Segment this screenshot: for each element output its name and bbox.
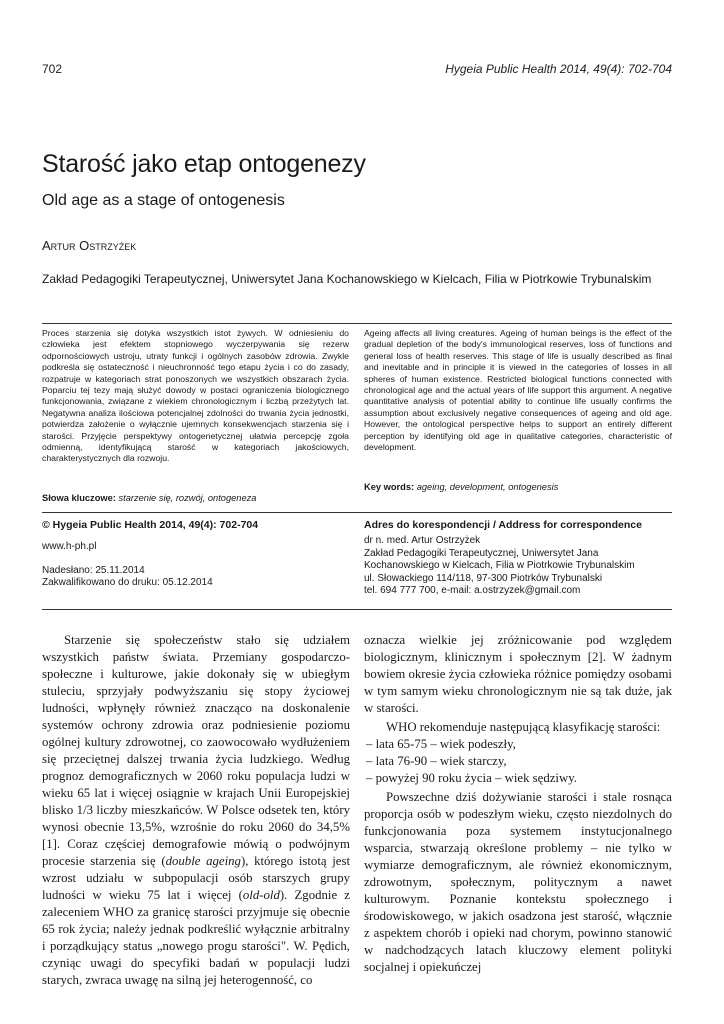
correspondence-contact[interactable]: tel. 694 777 700, e-mail: a.ostrzyzek@gmail.com: [364, 585, 581, 596]
correspondence-heading: Adres do korespondencji / Address for correspondence: [364, 519, 642, 531]
keywords-english-values: ageing, development, ontogenesis: [416, 482, 559, 492]
body-paragraph: [42, 632, 350, 989]
copyright-line: © Hygeia Public Health 2014, 49(4): 702-704: [42, 519, 259, 531]
list-item: – lata 76-90 – wiek starczy,: [366, 754, 507, 768]
body-column-right: [364, 632, 672, 976]
body-paragraph: Powszechne dziś dożywianie starości i stale rosnąca proporcja osób w podeszłym wieku, często niezdolnych do funkcjonowania poza systemem instytucjonalnego wsparcia, stwarzają określone problemy – nie tylko w wymiarze demograficznym, ale również ekonomicznym, zdrowotnym, społecznym, politycznym a nawet kulturowym. Poznanie kontekstu społecznego i środowiskowego, w jakich osadzona jest starość, włącznie z aspektem chorób i opieki nad chorym, powinno stanowić w nadchodzących latach kluczowy element polityki socjalnej i opiekuńczej: [364, 790, 672, 974]
body-text: Starzenie się społeczeństw stało się udziałem wszystkich państw świata. Przemiany gospodarczo-społeczne i kulturowe, jakie dokonały się w ubiegłym stuleciu, sprzyjały podwyższaniu się stopy życiowej ludności, wpłynęły również znacząco na doskonalenie systemów ochrony zdrowia oraz podniesienie poziomu ogólnej kultury zdrowotnej, co zaowocowało wydłużeniem się przeciętnej dalszej trwania życia ludzkiego. Według prognoz demograficznych w 2060 roku populacja ludzi w wieku 65 lat i więcej osiągnie w krajach Unii Europejskiej blisko 1/3 liczby mieszkańców. W Polsce odsetek ten, który wynosi obecnie 13,5%, wzrośnie do roku 2060 do 34,5% [1]. Coraz częściej demografowie mówią o podwójnym procesie starzenia się (: [42, 633, 350, 868]
keywords-polish: [42, 493, 352, 503]
page-number: 702: [42, 62, 63, 76]
submitted-date: Nadesłano: 25.11.2014: [42, 565, 145, 576]
list-item: – powyżej 90 roku życia – wiek sędziwy.: [366, 771, 577, 785]
correspondence-institution: Zakład Pedagogiki Terapeutycznej, Uniwersytet Jana: [364, 547, 599, 559]
accepted-date: Zakwalifikowano do druku: 05.12.2014: [42, 577, 213, 588]
body-paragraph: WHO rekomenduje następującą klasyfikację starości:: [386, 720, 661, 734]
keywords-polish-label: Słowa kluczowe:: [42, 493, 116, 503]
title-polish: Starość jako etap ontogenezy: [42, 150, 366, 178]
correspondence-street: ul. Słowackiego 114/118, 97-300 Piotrków Trybunalski: [364, 572, 603, 584]
journal-citation: Hygeia Public Health 2014, 49(4): 702-704: [445, 62, 672, 76]
journal-website[interactable]: www.h-ph.pl: [42, 541, 97, 552]
body-paragraph: oznacza wielkie jej zróżnicowanie pod względem biologicznym, klinicznym i społecznym [2]. W żadnym bowiem okresie życia człowieka różnice pomiędzy osobami w tym samym wieku chronologicznym nie są tak duże, jak w starości.: [364, 633, 672, 715]
abstract-bottom-rule: [42, 512, 672, 513]
correspondence-institution-cont: Kochanowskiego w Kielcach, Filia w Piotrkowie Trybunalskim: [364, 560, 635, 571]
abstract-top-rule: [42, 323, 672, 324]
list-item: – lata 65-75 – wiek podeszły,: [366, 737, 516, 751]
abstract-polish: Proces starzenia się dotyka wszystkich istot żywych. W odniesieniu do człowieka jest efektem stopniowego wyczerpywania się rezerw odpornościowych ustroju, utraty funkcji i ogólnych zasobów zdrowia. Zwykle podkreśla się ostateczność i nieuchronność tego etapu życia i co do zasady, rozpatruje w kategoriach strat ponoszonych we wszystkich obszarach życia. Poparciu tej tezy mają służyć dowody w postaci ograniczenia biologicznego funkcjonowania, związane z wiekiem chronologicznym i liczbą przeżytych lat. Negatywna analiza ilościowa potencjalnej zdolności do trwania życia jednostki, potwierdza założenie o wyłącznie ujemnych konsekwencjach starzenia się i starości. Przyjęcie perspektywy ontogenetycznej ułatwia percepcję zgoła odmienną, identyfikującą starość w kategoriach jakościowych, charakterystycznych dla rozwoju.: [42, 328, 349, 464]
keywords-english-label: Key words:: [364, 482, 415, 492]
author-affiliation: Zakład Pedagogiki Terapeutycznej, Uniwersytet Jana Kochanowskiego w Kielcach, Filia w Piotrkowie Trybunalskim: [42, 272, 652, 286]
keywords-english: [364, 482, 674, 492]
body-italic-term: double ageing: [165, 854, 241, 868]
title-english: Old age as a stage of ontogenesis: [42, 192, 285, 209]
body-text: ). Zgodnie z zaleceniem WHO za granicę starości przyjmuje się obecnie 65 rok życia; należy jednak podkreślić wyłącznie arbitralny i porządkujący status „nowego progu starości". W. Pędich, czyniąc uwagi do specyfiki badań w populacji ludzi starych, zwraca uwagę na silną jej heterogenność, co: [42, 888, 350, 987]
info-bottom-rule: [42, 609, 672, 610]
author-name: Artur Ostrzyżek: [42, 238, 137, 253]
body-text: ), którego istotą jest wzrost udziału w subpopulacji osób starszych grupy ludności w wieku 75 lat i więcej (: [42, 854, 350, 902]
correspondence-block: [364, 535, 674, 598]
keywords-polish-values: starzenie się, rozwój, ontogeneza: [118, 493, 257, 503]
correspondence-name: dr n. med. Artur Ostrzyżek: [364, 535, 481, 546]
body-column-left: [42, 632, 350, 989]
abstract-english: Ageing affects all living creatures. Ageing of human beings is the effect of the gradual depletion of the body's immunological reserves, loss of functions and general loss of health reserves. This stage of life is usually described as final and inevitable and in principle it is viewed in the categories of losses in all spheres of human existence. Restricted biological functions connected with chronological age and the actual years of life support this argument. A negative quantitative analysis of potential ability to continue life usually confirms the assumption about exclusively negative consequences of ageing and old age. However, the ontological perspective helps to support an entirely different perception by identifying old age in qualitative categories, characteristic of development.: [364, 328, 672, 453]
body-italic-term: old-old: [242, 888, 280, 902]
